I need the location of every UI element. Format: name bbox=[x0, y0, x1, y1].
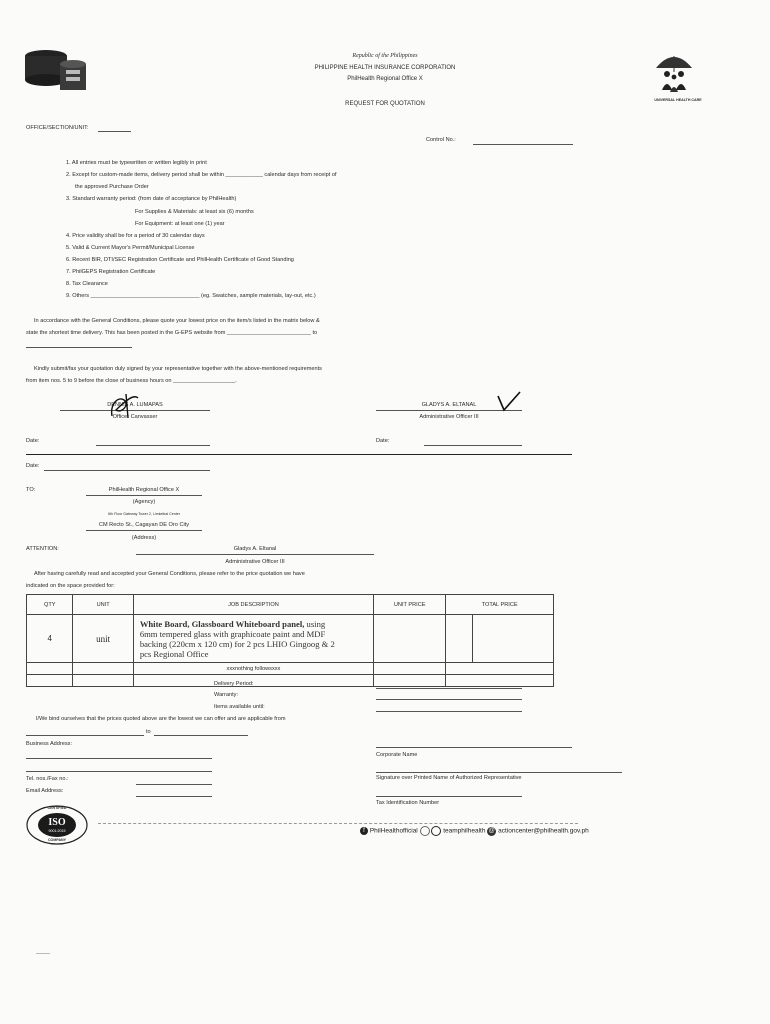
date-line-right bbox=[424, 445, 522, 446]
bind-from-line bbox=[26, 735, 144, 736]
cell-unit-price bbox=[374, 615, 446, 663]
twitter-icon bbox=[420, 826, 430, 836]
attention-title: Administrative Officer III bbox=[225, 559, 285, 565]
control-no-label: Control No.: bbox=[426, 137, 456, 143]
email-icon: @ bbox=[488, 827, 495, 834]
items-available-line bbox=[376, 711, 522, 712]
bind-statement: I/We bind ourselves that the prices quoted above are the lowest we can offer and are applicable from bbox=[36, 716, 286, 722]
footer-divider bbox=[98, 823, 578, 824]
bind-to-line bbox=[154, 735, 248, 736]
cell-empty bbox=[27, 675, 73, 687]
iso-badge bbox=[26, 805, 88, 845]
iso-bottom-text: COMPANY bbox=[47, 838, 67, 842]
attention-name: Gladys A. Eltanal bbox=[233, 546, 277, 552]
condition-item: 9. Others ___________________________________ (eg. Swatches, sample materials, lay-out, etc.) bbox=[66, 293, 316, 299]
email-handle: actioncenter@philhealth.gov.ph bbox=[498, 827, 589, 835]
condition-item: 4. Price validity shall be for a period of 30 calendar days bbox=[66, 233, 205, 239]
signature-line bbox=[376, 772, 622, 773]
col-unit-price: UNIT PRICE bbox=[374, 595, 446, 615]
section-divider bbox=[26, 454, 572, 455]
corporate-name-label: Corporate Name bbox=[376, 752, 418, 758]
posting-date-line bbox=[26, 347, 132, 348]
items-available-label: Items available until: bbox=[214, 704, 265, 710]
iso-number: 9001:2015 bbox=[48, 829, 66, 833]
agency-label: (Agency) bbox=[132, 499, 156, 505]
canvasser-title: Officer Canvasser bbox=[112, 414, 158, 420]
office-section-label: OFFICE/SECTION/UNIT: bbox=[26, 125, 89, 131]
col-description: JOB DESCRIPTION bbox=[133, 595, 373, 615]
email-label: Email Address: bbox=[26, 788, 64, 794]
control-no-line bbox=[473, 144, 573, 145]
condition-item: 5. Valid & Current Mayor's Permit/Municipal License bbox=[66, 245, 195, 251]
tel-fax-label: Tel. nos./Fax no.: bbox=[26, 776, 69, 782]
facebook-handle: PhilHealthofficial bbox=[369, 827, 418, 835]
warranty-line bbox=[376, 699, 522, 700]
condition-item: For Equipment: at least one (1) year bbox=[135, 221, 225, 227]
table-header-row bbox=[27, 595, 554, 615]
date-label-right: Date: bbox=[376, 438, 390, 444]
condition-item: 7. PhilGEPS Registration Certificate bbox=[66, 269, 156, 275]
facebook-icon: f bbox=[360, 827, 368, 835]
business-address-label: Business Address: bbox=[26, 741, 73, 747]
delivery-period-label: Delivery Period: bbox=[214, 681, 254, 687]
date-line-left bbox=[96, 445, 210, 446]
signature-label: Signature over Printed Name of Authorized Representative bbox=[376, 775, 522, 781]
condition-item: the approved Purchase Order bbox=[75, 184, 149, 190]
republic-line: Republic of the Philippines bbox=[352, 53, 418, 59]
delivery-period-line bbox=[376, 688, 522, 689]
cell-qty: 4 bbox=[27, 615, 73, 663]
condition-item: 8. Tax Clearance bbox=[66, 281, 108, 287]
condition-item: 6. Recent BIR, DTI/SEC Registration Certificate and PhilHealth Certificate of Good Standing bbox=[66, 257, 294, 263]
office-section-line bbox=[98, 131, 131, 132]
address-label: (Address) bbox=[131, 535, 157, 541]
quote-intro-line2: indicated on the space provided for: bbox=[26, 583, 115, 589]
cell-empty bbox=[73, 663, 133, 675]
cell-empty bbox=[73, 675, 133, 687]
twitter-handle: teamphilhealth bbox=[443, 827, 486, 835]
condition-item: 3. Standard warranty period: (from date of acceptance by PhilHealth) bbox=[66, 196, 237, 202]
corporate-name-line bbox=[376, 747, 572, 748]
col-total-price: TOTAL PRICE bbox=[446, 595, 554, 615]
date-line-supplier bbox=[44, 470, 210, 471]
cell-empty bbox=[446, 675, 554, 687]
instructions-line1: In accordance with the General Conditions, please quote your lowest price on the item/s listed in the matrix below & bbox=[34, 318, 320, 324]
submission-line1: Kindly submit/fax your quotation duly signed by your representative together with the above-mentioned requirements bbox=[34, 366, 322, 372]
table-row bbox=[27, 615, 554, 663]
nothing-follows: xxxnothing followsxxx bbox=[133, 663, 373, 675]
address-underline bbox=[86, 530, 202, 531]
tin-line bbox=[376, 796, 522, 797]
to-label: TO: bbox=[26, 487, 36, 493]
corporation-name: PHILIPPINE HEALTH INSURANCE CORPORATION bbox=[314, 65, 456, 71]
attention-label: ATTENTION: bbox=[26, 546, 59, 552]
cell-description: White Board, Glassboard Whiteboard panel, using 6mm tempered glass with graphicoate paint and MDF backing (220cm x 120 cm) for 2 pcs LHIO Gingoog & 2 pcs Regional Office bbox=[133, 615, 373, 663]
date-label-supplier: Date: bbox=[26, 463, 40, 469]
cell-unit: unit bbox=[73, 615, 133, 663]
canvasser-name: DENNIS A. LUMAPAS bbox=[107, 402, 163, 408]
condition-item: 2. Except for custom-made items, delivery period shall be within ____________ calendar days from receipt of bbox=[66, 172, 337, 178]
agency-line bbox=[86, 495, 202, 496]
canvasser-signature-icon bbox=[104, 390, 144, 420]
date-label-left: Date: bbox=[26, 438, 40, 444]
cell-empty bbox=[446, 663, 554, 675]
condition-item: 1. All entries must be typewritten or written legibly in print bbox=[66, 160, 207, 166]
cell-empty bbox=[374, 663, 446, 675]
col-qty: QTY bbox=[27, 595, 73, 615]
instagram-icon bbox=[431, 826, 441, 836]
cell-empty bbox=[27, 663, 73, 675]
table-row bbox=[27, 675, 554, 687]
condition-item: For Supplies & Materials: at least six (6) months bbox=[135, 209, 254, 215]
iso-top-text: CERTIFIED bbox=[47, 806, 67, 810]
admin-officer-title: Administrative Officer III bbox=[419, 414, 479, 420]
email-line bbox=[136, 796, 212, 797]
attention-underline bbox=[136, 554, 374, 555]
cell-total-price bbox=[446, 615, 554, 663]
social-footer bbox=[360, 826, 589, 836]
col-unit: UNIT bbox=[73, 595, 133, 615]
bind-to-label: to bbox=[146, 729, 151, 735]
uhc-label: UNIVERSAL HEALTH CARE bbox=[654, 98, 702, 102]
quote-intro-line1: After having carefully read and accepted your General Conditions, please refer to the price quotation we have bbox=[34, 571, 305, 577]
quotation-table bbox=[26, 594, 554, 687]
universal-health-care-logo-icon bbox=[652, 50, 696, 96]
admin-officer-name: GLADYS A. ELTANAL bbox=[421, 402, 477, 408]
regional-office: PhilHealth Regional Office X bbox=[347, 76, 423, 82]
instructions-line2: state the shortest time delivery. This has been posted in the G-EPS website from ___________________________ to bbox=[26, 330, 318, 336]
cell-empty bbox=[374, 675, 446, 687]
to-agency: PhilHealth Regional Office X bbox=[108, 487, 180, 493]
iso-main-text: ISO bbox=[48, 817, 66, 828]
form-title: REQUEST FOR QUOTATION bbox=[345, 101, 425, 107]
business-address-line2 bbox=[26, 771, 212, 772]
address-line: CM Recto St., Cagayan DE Oro City bbox=[98, 522, 190, 528]
tel-fax-line bbox=[136, 784, 212, 785]
admin-officer-signature-icon bbox=[494, 388, 524, 414]
business-address-line1 bbox=[26, 758, 212, 759]
warranty-label: Warranty: bbox=[214, 692, 239, 698]
address-small: 6th Floor Gateway Tower 2, Limketkai Center bbox=[108, 512, 180, 516]
scan-mark bbox=[36, 953, 50, 954]
tin-label: Tax Identification Number bbox=[376, 800, 440, 806]
submission-line2: from item nos. 5 to 9 before the close of business hours on ____________________. bbox=[26, 378, 237, 384]
table-row bbox=[27, 663, 554, 675]
